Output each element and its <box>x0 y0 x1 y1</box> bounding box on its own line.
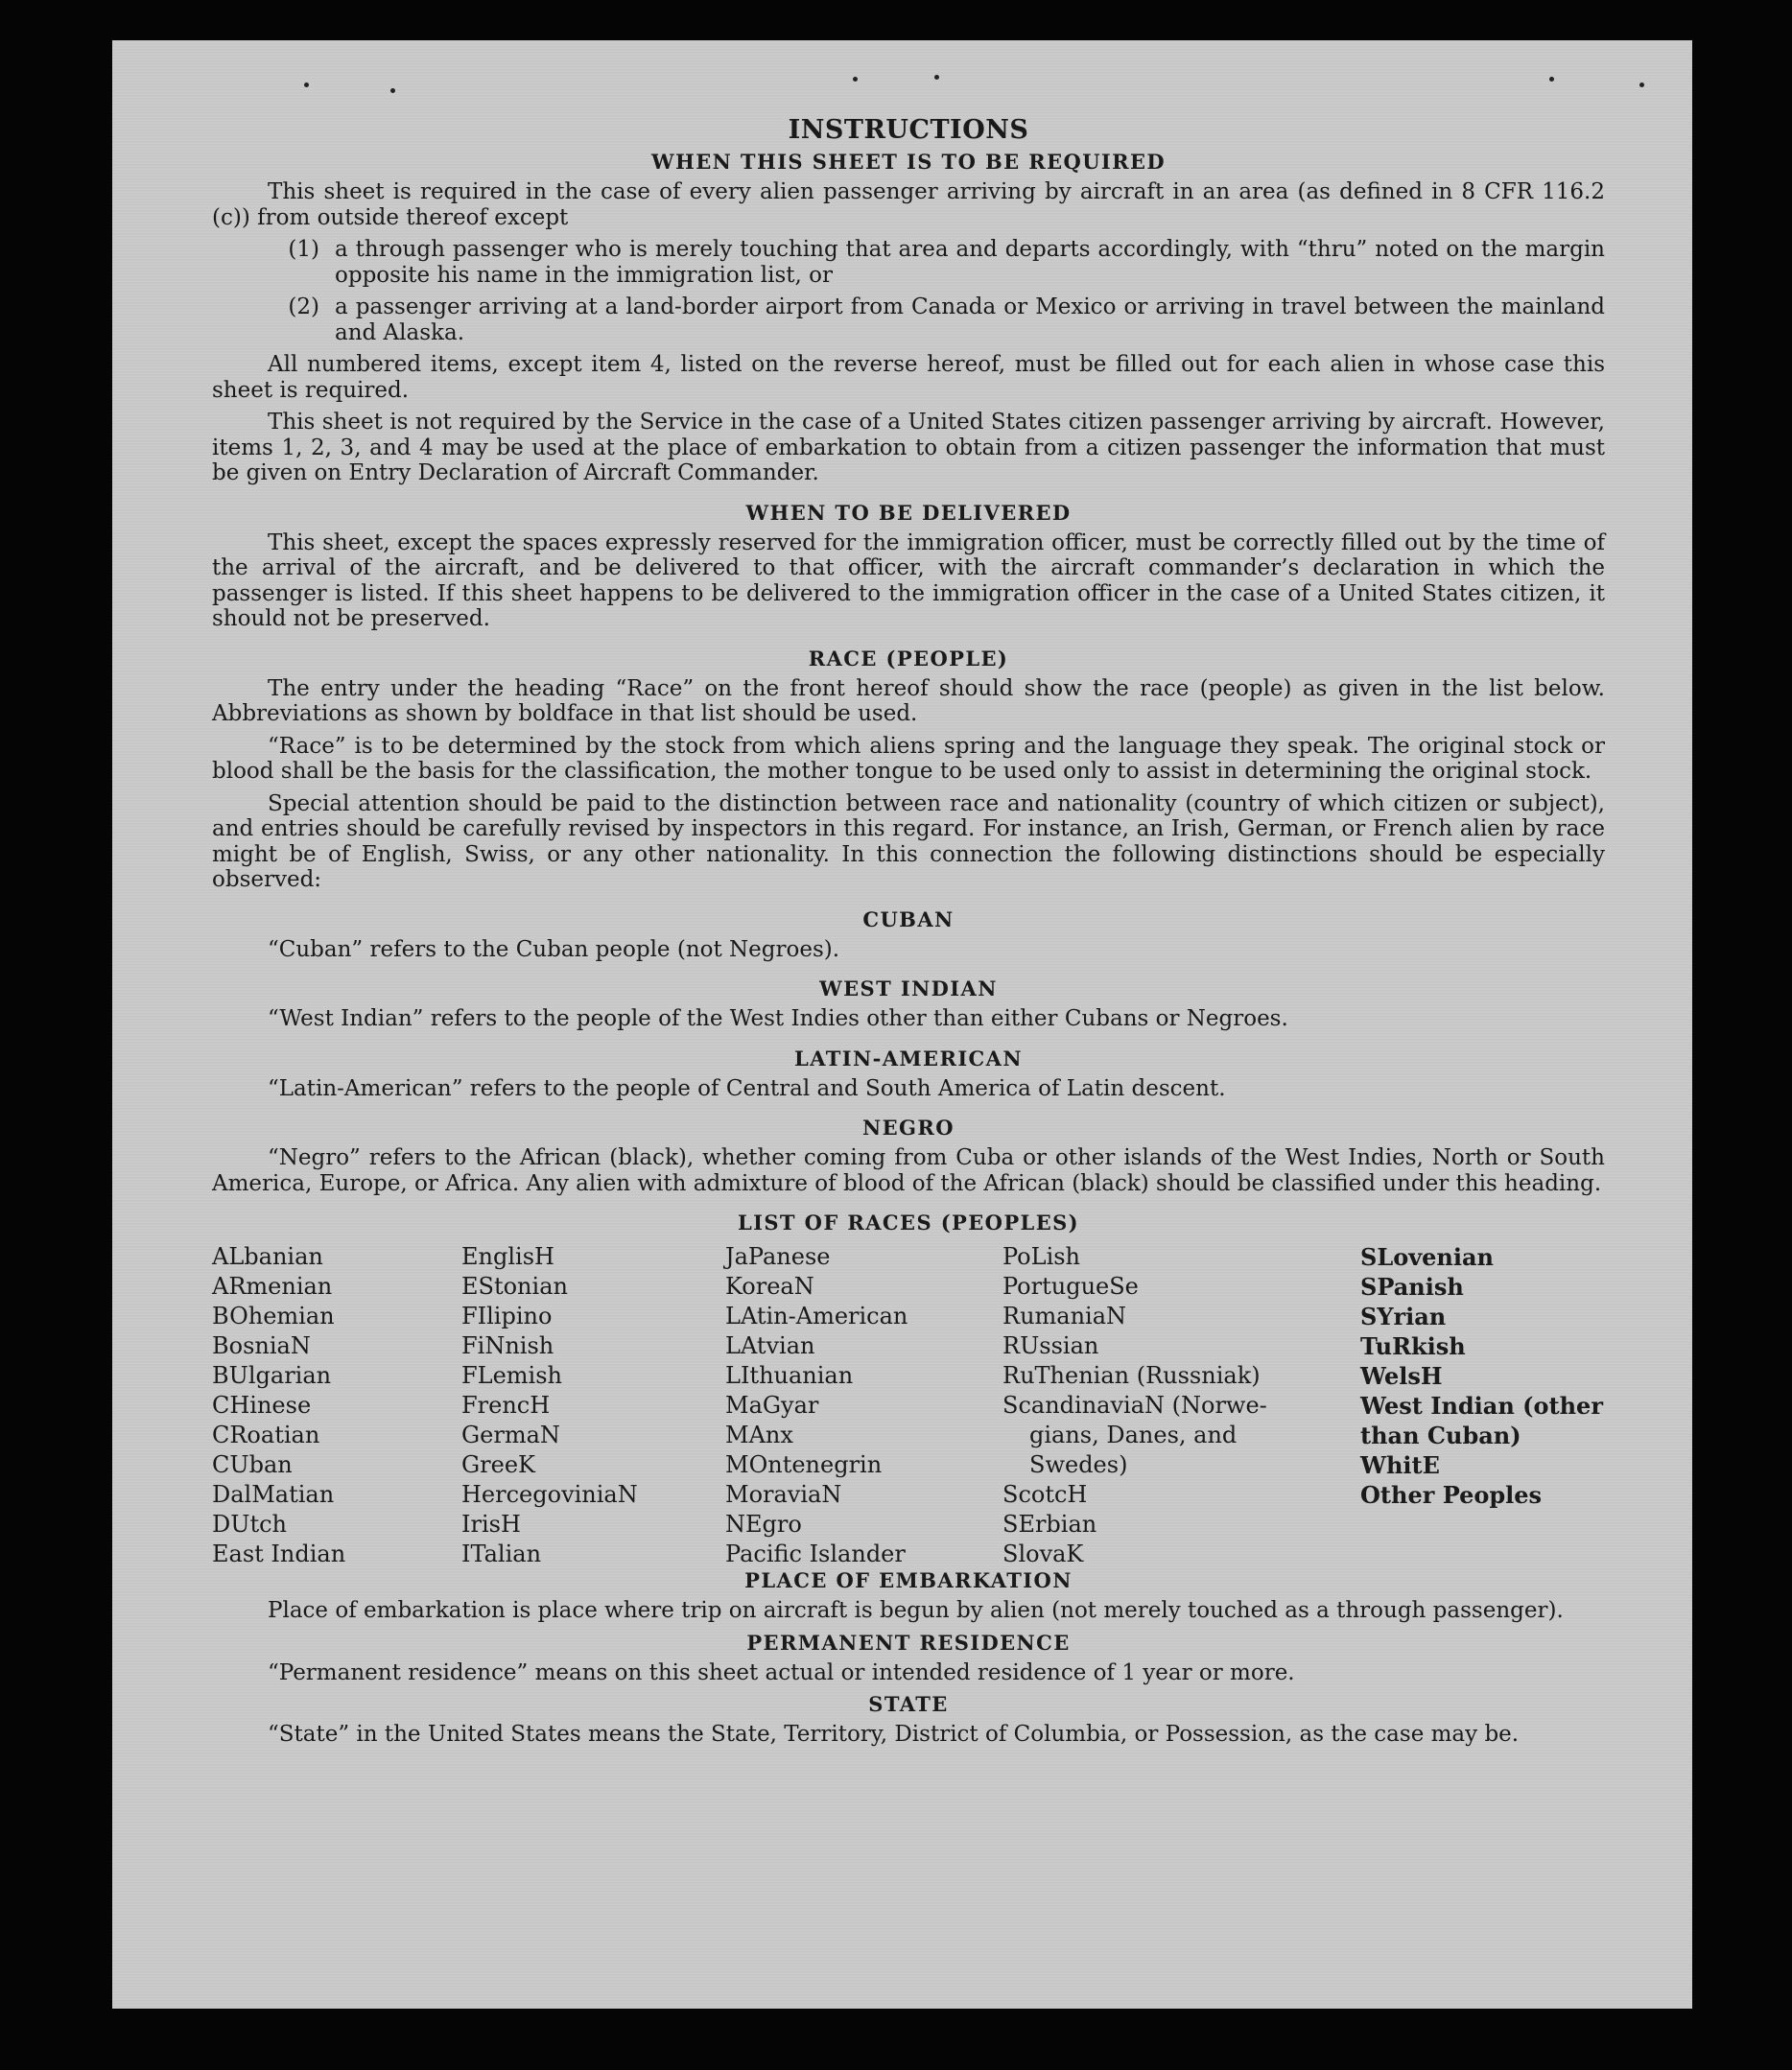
punch-mark <box>304 82 309 87</box>
race-entry: BOhemian <box>212 1303 335 1329</box>
race-column <box>725 1242 908 1569</box>
section-heading-state: STATE <box>868 1692 949 1716</box>
race-entry: Swedes) <box>1029 1451 1128 1478</box>
race-entry: JaPanese <box>725 1243 831 1270</box>
section-heading-race: RACE (PEOPLE) <box>808 646 1009 670</box>
race-entry: IrisH <box>461 1511 521 1538</box>
section-heading-residence: PERMANENT RESIDENCE <box>746 1630 1071 1655</box>
race-entry: DalMatian <box>212 1481 335 1508</box>
race-entry: FLemish <box>461 1362 562 1389</box>
instructions-content <box>212 115 1605 1754</box>
race-entry: ARmenian <box>212 1273 333 1300</box>
race-entry: MOntenegrin <box>725 1451 883 1478</box>
race-entry: ScandinaviaN (Norwe- <box>1002 1392 1267 1419</box>
race-column <box>461 1242 638 1569</box>
race-para-1: The entry under the heading “Race” on the front hereof should show the race (people) as given in the list below. Abbreviations as shown by boldface in that list should be used. <box>212 675 1605 726</box>
required-para-citizen: This sheet is not required by the Service in the case of a United States citizen passenger arriving by aircraft. However, items 1, 2, 3, and 4 may be used at the place of embarkation to obtain from a citizen passenger the information that must be given on Entry Declaration of Aircraft Commander. <box>212 410 1605 485</box>
race-list-heading: LIST OF RACES (PEOPLES) <box>737 1211 1080 1235</box>
race-entry: RuThenian (Russniak) <box>1002 1362 1261 1389</box>
race-entry: FiNnish <box>461 1332 554 1359</box>
race-entry: MAnx <box>725 1422 793 1448</box>
race-para-2: “Race” is to be determined by the stock from which aliens spring and the language they speak. The original stock or blood shall be the basis for the classification, the mother tongue to be used only to assist in determining the original stock. <box>212 733 1605 784</box>
item-text: a through passenger who is merely touching that area and departs accordingly, with “thru” noted on the margin opposite his name in the immigration list, or <box>335 237 1605 288</box>
race-entry: PortugueSe <box>1002 1273 1139 1300</box>
page-title: INSTRUCTIONS <box>788 115 1029 145</box>
race-entry: SPanish <box>1360 1273 1464 1301</box>
race-entry: WelsH <box>1360 1362 1443 1390</box>
race-entry: CUban <box>212 1451 293 1478</box>
race-list <box>212 1242 1605 1568</box>
required-intro: This sheet is required in the case of every alien passenger arriving by aircraft in an area (as defined in 8 CFR 116.2 (c)) from outside thereof except <box>212 179 1605 230</box>
race-entry: Pacific Islander <box>725 1541 906 1567</box>
race-entry: TuRkish <box>1360 1332 1466 1360</box>
race-entry: KoreaN <box>725 1273 814 1300</box>
section-heading-delivered: WHEN TO BE DELIVERED <box>745 500 1072 525</box>
required-para-items: All numbered items, except item 4, listed on the reverse hereof, must be filled out for each alien in whose case this sheet is required. <box>212 352 1605 403</box>
definition-negro: “Negro” refers to the African (black), whether coming from Cuba or other islands of the West Indies, North or South America, Europe, or Africa. Any alien with admixture of blood of the African (black) should be classified under this heading. <box>212 1145 1605 1196</box>
race-entry: HercegoviniaN <box>461 1481 638 1508</box>
residence-text: “Permanent residence” means on this sheet actual or intended residence of 1 year or more. <box>268 1659 1295 1685</box>
race-entry: PoLish <box>1002 1243 1081 1270</box>
race-entry: SYrian <box>1360 1303 1447 1330</box>
section-heading-required: WHEN THIS SHEET IS TO BE REQUIRED <box>650 150 1167 174</box>
race-entry: GreeK <box>461 1451 535 1478</box>
race-column <box>1360 1242 1603 1510</box>
race-entry: EnglisH <box>461 1243 554 1270</box>
race-entry: ScotcH <box>1002 1481 1088 1508</box>
race-entry: ITalian <box>461 1541 542 1567</box>
definition-heading-latin-american: LATIN-AMERICAN <box>794 1046 1023 1070</box>
race-entry: RUssian <box>1002 1332 1099 1359</box>
race-entry: CHinese <box>212 1392 312 1419</box>
item-text: a passenger arriving at a land-border airport from Canada or Mexico or arriving in travel between the mainland and Alaska. <box>335 294 1605 345</box>
race-entry: WhitE <box>1360 1451 1440 1479</box>
definition-heading-cuban: CUBAN <box>862 906 955 931</box>
punch-mark <box>390 88 395 93</box>
item-number: (2) <box>288 294 319 319</box>
race-entry: BUlgarian <box>212 1362 332 1389</box>
race-entry: FrencH <box>461 1392 551 1419</box>
race-para-3: Special attention should be paid to the distinction between race and nationality (country of which citizen or subject), and entries should be carefully revised by inspectors in this regard. For instance, an Irish, German, or French alien by race might be of English, Swiss, or any other nationality. In this connection the following distinctions should be especially observed: <box>212 790 1605 892</box>
race-entry: CRoatian <box>212 1422 320 1448</box>
embarkation-text: Place of embarkation is place where trip on aircraft is begun by alien (not merely touched as a through passenger). <box>268 1598 1564 1623</box>
race-entry: SlovaK <box>1002 1541 1084 1567</box>
race-column <box>212 1242 345 1569</box>
race-entry: East Indian <box>212 1541 346 1567</box>
definition-cuban: “Cuban” refers to the Cuban people (not Negroes). <box>268 936 840 962</box>
race-entry: RumaniaN <box>1002 1303 1127 1329</box>
exception-item <box>212 237 1605 288</box>
race-entry: NEgro <box>725 1511 802 1538</box>
race-entry: gians, Danes, and <box>1029 1422 1238 1448</box>
race-entry: FIlipino <box>461 1303 553 1329</box>
punch-mark <box>1639 82 1644 87</box>
exception-item <box>212 294 1605 345</box>
punch-mark <box>934 75 939 80</box>
race-entry: MoraviaN <box>725 1481 842 1508</box>
punch-mark <box>1549 77 1554 82</box>
section-heading-embarkation: PLACE OF EMBARKATION <box>744 1568 1073 1592</box>
race-entry: West Indian (other <box>1360 1392 1603 1420</box>
definition-latin-american: “Latin-American” refers to the people of Central and South America of Latin descent. <box>268 1075 1226 1101</box>
race-entry: BosniaN <box>212 1332 311 1359</box>
punch-mark <box>853 77 858 82</box>
race-entry: GermaN <box>461 1422 560 1448</box>
race-column <box>1002 1242 1290 1569</box>
race-entry: LAtin-American <box>725 1303 908 1329</box>
race-entry: LAtvian <box>725 1332 815 1359</box>
race-entry: SLovenian <box>1360 1243 1494 1271</box>
race-entry: ALbanian <box>212 1243 323 1270</box>
delivered-text: This sheet, except the spaces expressly reserved for the immigration officer, must be correctly filled out by the time of the arrival of the aircraft, and be delivered to that officer, with the aircraft commander’s declaration in which the passenger is listed. If this sheet happens to be delivered to the immigration officer in the case of a United States citizen, it should not be preserved. <box>212 529 1605 631</box>
definition-west-indian: “West Indian” refers to the people of the West Indies other than either Cubans or Negroes. <box>268 1006 1288 1031</box>
document-sheet <box>112 40 1692 2009</box>
race-entry: LIthuanian <box>725 1362 854 1389</box>
definition-heading-negro: NEGRO <box>862 1116 955 1140</box>
race-entry: than Cuban) <box>1360 1422 1521 1449</box>
item-number: (1) <box>288 237 319 262</box>
definition-heading-west-indian: WEST INDIAN <box>819 976 998 1000</box>
race-entry: MaGyar <box>725 1392 819 1419</box>
race-entry: SErbian <box>1002 1511 1097 1538</box>
state-text: “State” in the United States means the State, Territory, District of Columbia, or Possession, as the case may be. <box>268 1722 1520 1747</box>
race-entry: EStonian <box>461 1273 568 1300</box>
race-entry: DUtch <box>212 1511 288 1538</box>
race-entry: Other Peoples <box>1360 1481 1543 1509</box>
